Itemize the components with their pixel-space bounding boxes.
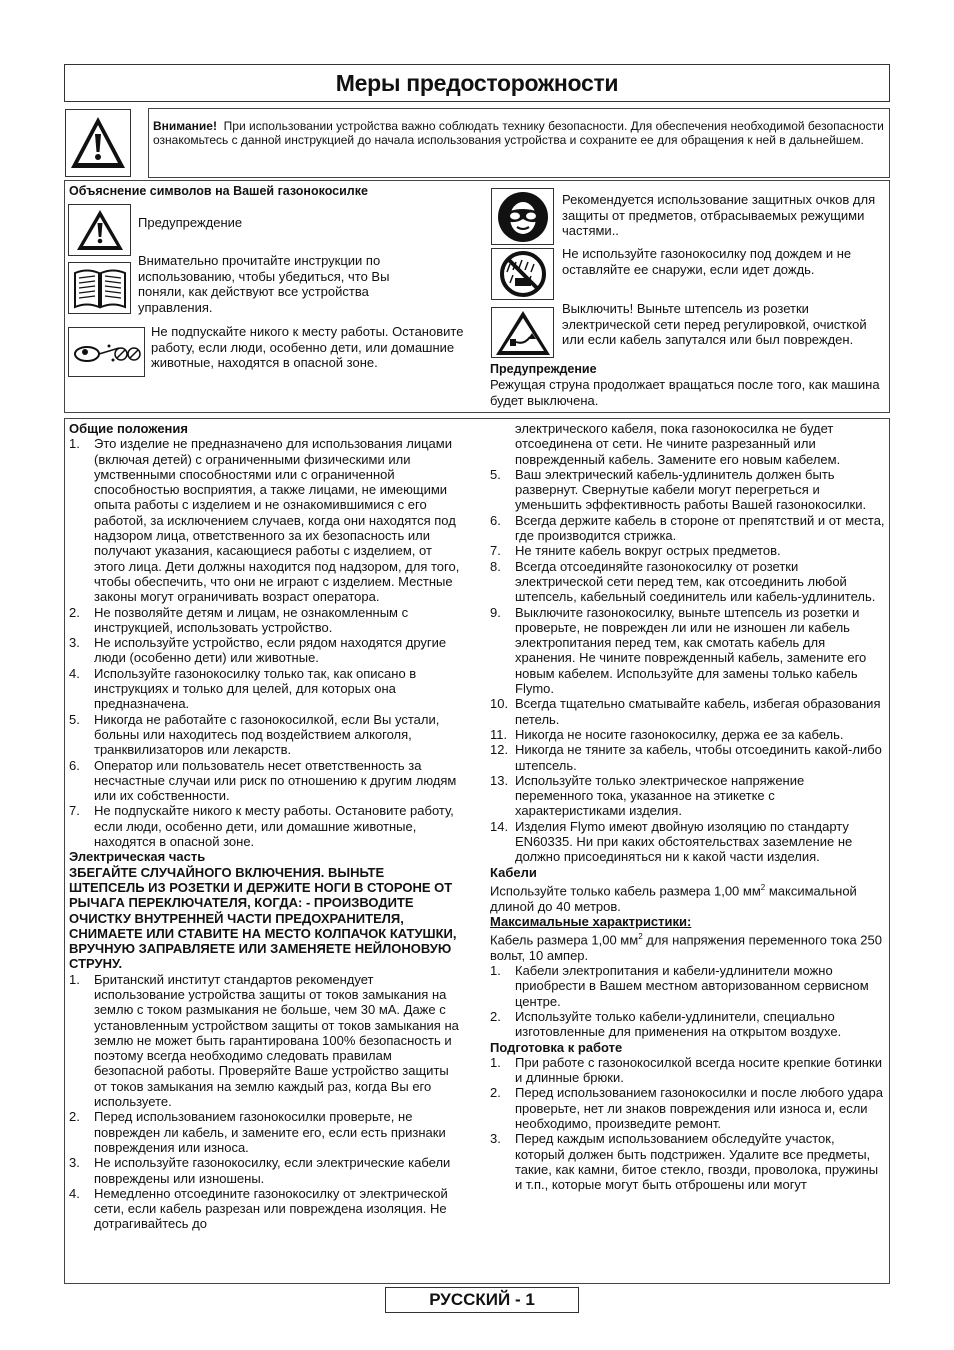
list-item: 2. Перед использованием газонокосилки и после любого удара проверьте, нет ли знаков повреждения или износа и, если необходимо, произведите ремонт. bbox=[490, 1085, 883, 1132]
list-item: 12. Никогда не тяните за кабель, чтобы отсоединить какой-либо штепсель. bbox=[490, 742, 882, 773]
list-item: 1. Кабели электропитания и кабели-удлинители можно приобрести в Вашем местном авторизованном сервисном центре. bbox=[490, 963, 869, 1009]
page-footer bbox=[385, 1287, 579, 1313]
max-ratings-title: Максимальные характристики: bbox=[490, 913, 692, 929]
general-rules-section bbox=[64, 418, 890, 1284]
list-item: 6. Оператор или пользователь несет ответственность за несчастные случаи или риск по отношению к другим людям или их собственности. bbox=[69, 757, 457, 804]
warning-icon-box bbox=[65, 109, 131, 177]
warning-text: При использовании устройства важно соблюдать технику безопасности. Для обеспечения необходимой безопасности ознакомьтесь с данной инструкцией до начала использования устройства и сохраните ее для обращения к ней в дальнейшем. bbox=[153, 119, 884, 147]
list-item: 13. Используйте только электрическое напряжение переменного тока, указанное на этикетке с характеристиками изделия. bbox=[490, 772, 805, 819]
cables-title: Кабели bbox=[490, 864, 537, 880]
symbol-book-frame bbox=[68, 262, 131, 314]
symbol-book-text: Внимательно прочитайте инструкции по использованию, чтобы убедиться, что Вы поняли, как действуют все устройства управления. bbox=[138, 253, 390, 315]
keep-bystanders-away-icon bbox=[71, 332, 143, 372]
list-item: 1. При работе с газонокосилкой всегда носите крепкие ботинки и длинные брюки. bbox=[490, 1054, 883, 1086]
electrical-caps-warning: ЗБЕГАЙТЕ СЛУЧАЙНОГО ВКЛЮЧЕНИЯ. ВЫНЬТЕ ШТЕПСЕЛЬ ИЗ РОЗЕТКИ И ДЕРЖИТЕ НОГИ В СТОРОНЕ ОТ РЫЧАГА ПЕРЕКЛЮЧАТЕЛЯ, КОГДА: - ПРОИЗВОДИТЕ ОЧИСТКУ ВНУТРЕННЕЙ ЧАСТИ ПРЕДОХРАНИТЕЛЯ, СНИМАЕТЕ ИЛИ СТАВИТЕ НА МЕСТО КОЛПАЧОК КАТУШКИ, ВРУЧНУЮ ЗАПРАВЛЯЕТЕ ИЛИ ЗАМЕНЯЕТЕ НЕЙЛОНОВУЮ СТРУНУ. bbox=[69, 864, 457, 972]
note-title: Предупреждение bbox=[490, 362, 597, 376]
list-item: 3. Не используйте газонокосилку, если электрические кабели повреждены или изношены. bbox=[69, 1155, 451, 1186]
page-number-label: РУССКИЙ - 1 bbox=[429, 1290, 535, 1309]
list-item: 7. Не подпускайте никого к месту работы. Остановите работу, если люди, особенно дети, или домашние животные, находятся в опасной зоне. bbox=[69, 803, 454, 850]
cables-text: Используйте только кабель размера 1,00 $мм^2$ максимальной длиной до 40 метров. bbox=[490, 882, 857, 914]
list-item: 10. Всегда тщательно сматывайте кабель, избегая образования петель. bbox=[490, 696, 881, 727]
unplug-icon bbox=[494, 309, 552, 357]
list-item: 11. Никогда не носите газонокосилку, держа ее за кабель. bbox=[490, 726, 844, 742]
list-item: 5. Никогда не работайте с газонокосилкой, если Вы устали, больны или находитесь под воздействием алкоголя, транквилизаторов или лекарств. bbox=[69, 711, 440, 758]
page-title-box bbox=[64, 64, 890, 102]
list-item: 14. Изделия Flymo имеют двойную изоляцию по стандарту EN60335. Ни при каких обстоятельствах заземление не должно присоединяться ни к какой части изделия. bbox=[490, 818, 853, 865]
list-item: 3. Не используйте устройство, если рядом находятся другие люди (особенно дети) или животные. bbox=[69, 635, 447, 666]
symbol-warning-text: Предупреждение bbox=[138, 215, 243, 230]
warning-lead: Внимание! bbox=[153, 119, 217, 133]
open-book-icon bbox=[72, 265, 128, 311]
list-item: 7. Не тяните кабель вокруг острых предметов. bbox=[490, 543, 781, 559]
list-item: 3. Перед каждым использованием обследуйте участок, который должен быть подстрижен. Удалите все предметы, такие, как камни, битое стекло, гвозди, проволока, пружины и т.п., которые могут быть отброшены или могут bbox=[490, 1131, 879, 1193]
symbol-rain-frame bbox=[491, 248, 554, 300]
electrical-title: Электрическая часть bbox=[69, 849, 206, 865]
symbol-warning-frame bbox=[68, 204, 131, 256]
warning-triangle-icon bbox=[75, 208, 125, 252]
page-title: Меры предосторожности bbox=[335, 69, 619, 96]
symbol-rain-text: Не используйте газонокосилку под дождем и не оставляйте ее снаружи, если идет дождь. bbox=[562, 246, 852, 277]
safety-goggles-icon bbox=[496, 190, 550, 244]
warning-notice bbox=[148, 108, 890, 178]
list-item-continuation: электрического кабеля, пока газонокосилка не будет отсоединена от сети. Не чините разрезанный или поврежденный кабель. Замените его новым кабелем. bbox=[515, 421, 841, 467]
list-item: 1. Это изделие не предназначено для использования лицами (включая детей) с ограниченными физическими или умственными способностями или с ограниченной способностью восприятия, а также лицами, не имеющими опыта работы с изделием и не ознакомившимися с его работой, за исключением случаев, когда они находятся под надзором лица, ответственного за их безопасность или получают указания, касающиеся работы с изделием, от этого лица. Дети должны находится под надзором, для того, чтобы обеспечить, что они не играют с изделием. Местные законы могут ограничивать возраст оператора. bbox=[69, 436, 460, 605]
right-column bbox=[490, 421, 885, 1193]
symbol-bystanders-frame bbox=[68, 327, 145, 377]
list-item: 2. Перед использованием газонокосилки проверьте, не поврежден ли кабель, и замените его, если есть признаки повреждения или износа. bbox=[69, 1109, 446, 1155]
list-item: 8. Всегда отсоединяйте газонокосилку от розетки электрической сети перед тем, как отсоединить любой штепсель, кабельный соединитель или кабель-удлинитель. bbox=[490, 558, 876, 605]
symbol-unplug-frame bbox=[491, 307, 554, 358]
list-item: 2. Не позволяйте детям и лицам, не ознакомленным с инструкцией, использовать устройство. bbox=[69, 604, 409, 635]
general-title: Общие положения bbox=[69, 421, 188, 436]
preparation-title: Подготовка к работе bbox=[490, 1039, 623, 1055]
list-item: 2. Используйте только кабели-удлинители, специально изготовленные для применения на открытом воздухе. bbox=[490, 1008, 842, 1040]
list-item: 9. Выключите газонокосилку, выньте штепсель из розетки и проверьте, не поврежден ли или не изношен ли кабель электропитания перед тем, как смотать кабель для хранения. Не чините поврежденный кабель, замените его новым кабелем. Используйте для замены только кабель Flymo. bbox=[490, 604, 867, 697]
list-item: 5. Ваш электрический кабель-удлинитель должен быть развернут. Свернутые кабели могут перегреться и уменьшить эффективность работы Вашей газонокосилки. bbox=[490, 466, 867, 513]
left-column bbox=[69, 421, 461, 1232]
symbols-title: Объяснение символов на Вашей газонокосилке bbox=[69, 184, 368, 198]
warning-triangle-icon bbox=[69, 114, 127, 172]
list-item: 4. Немедленно отсоедините газонокосилку от электрической сети, если кабель разрезан или повреждена изоляция. Не дотрагивайтесь до bbox=[69, 1185, 448, 1232]
note-text: Режущая струна продолжает вращаться после того, как машина будет выключена. bbox=[490, 377, 880, 408]
symbols-section bbox=[64, 180, 890, 413]
list-item: 6. Всегда держите кабель в стороне от препятствий и от места, где производится стрижка. bbox=[490, 512, 885, 544]
symbol-bystanders-text: Не подпускайте никого к месту работы. Остановите работу, если люди, особенно дети, или домашние животные, находятся в опасной зоне. bbox=[151, 324, 464, 370]
symbol-goggles-text: Рекомендуется использование защитных очков для защиты от предметов, отбрасываемых режущими частями.. bbox=[562, 192, 876, 238]
list-item: 1. Британский институт стандартов рекомендует использование устройства защиты от токов замыкания на землю с током размыкания не больше, чем 30 мА. Даже с установленным устройством защиты от токов замыкания на землю не может быть гарантирована 100% безопасность и поэтому всегда необходимо следовать правилам безопасной работы. Проверяйте Ваше устройство защиты от токов замыкания на землю каждый раз, когда Вы его используете. bbox=[69, 971, 459, 1110]
symbol-unplug-text: Выключить! Выньте штепсель из розетки электрической сети перед регулировкой, очисткой или если кабель запутался или был поврежден. bbox=[562, 301, 867, 347]
symbol-goggles-frame bbox=[491, 188, 554, 245]
max-ratings-text: Кабель размера 1,00 $мм^2$ для напряжения переменного тока 250 вольт, 10 ампер. bbox=[490, 932, 882, 963]
list-item: 4. Используйте газонокосилку только так, как описано в инструкциях и только для целей, для которых она предназначена. bbox=[69, 665, 417, 712]
no-rain-icon bbox=[498, 250, 548, 298]
